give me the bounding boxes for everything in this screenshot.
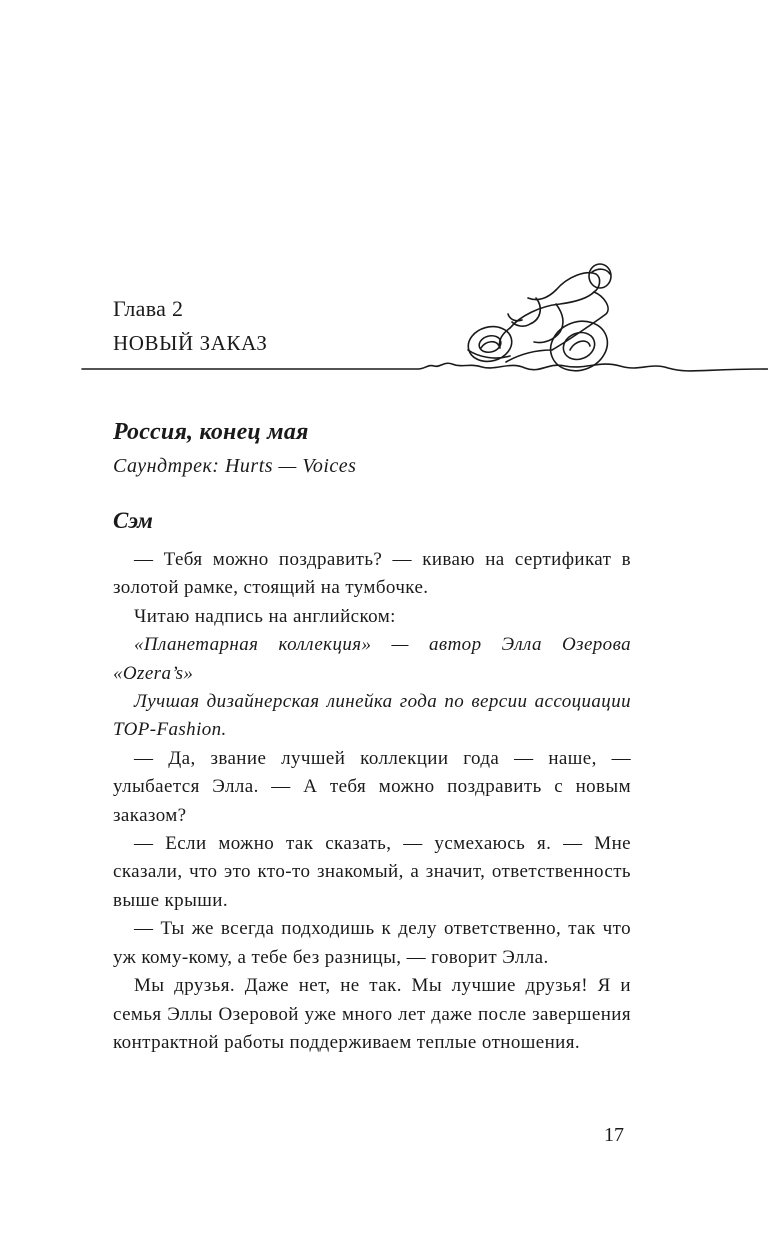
location-heading: Россия, конец мая bbox=[113, 419, 309, 445]
paragraph: Мы друзья. Даже нет, не так. Мы лучшие друзья! Я и семья Эллы Озеровой уже много лет даже после завершения контрактной работы поддерживаем теплые отношения. bbox=[113, 975, 631, 1053]
soundtrack-line: Саундтрек: Hurts — Voices bbox=[113, 455, 357, 477]
body-text bbox=[113, 546, 631, 1057]
paragraph: Читаю надпись на английском: bbox=[134, 605, 396, 627]
paragraph: — Тебя можно поздравить? — киваю на сертификат в золотой рамке, стоящий на тумбочке. bbox=[113, 549, 631, 599]
page-number: 17 bbox=[604, 1124, 624, 1146]
chapter-title: НОВЫЙ ЗАКАЗ bbox=[113, 331, 268, 355]
paragraph: Лучшая дизайнерская линейка года по версии ассоциации TOP-Fashion. bbox=[113, 691, 631, 741]
chapter-number: Глава 2 bbox=[113, 296, 184, 321]
motorcycle-rider-line-art bbox=[0, 258, 768, 388]
paragraph: — Если можно так сказать, — усмехаюсь я. — Мне сказали, что это кто-то знакомый, а значит, ответственность выше крыши. bbox=[113, 833, 631, 911]
paragraph: — Ты же всегда подходишь к делу ответственно, так что уж кому-кому, а тебе без разницы, — говорит Элла. bbox=[113, 918, 631, 968]
paragraph: — Да, звание лучшей коллекции года — наше, — улыбается Элла. — А тебя можно поздравить с новым заказом? bbox=[113, 747, 631, 826]
paragraph: «Планетарная коллекция» — автор Элла Озерова «Ozera’s» bbox=[113, 634, 631, 684]
pov-heading: Сэм bbox=[113, 508, 153, 533]
